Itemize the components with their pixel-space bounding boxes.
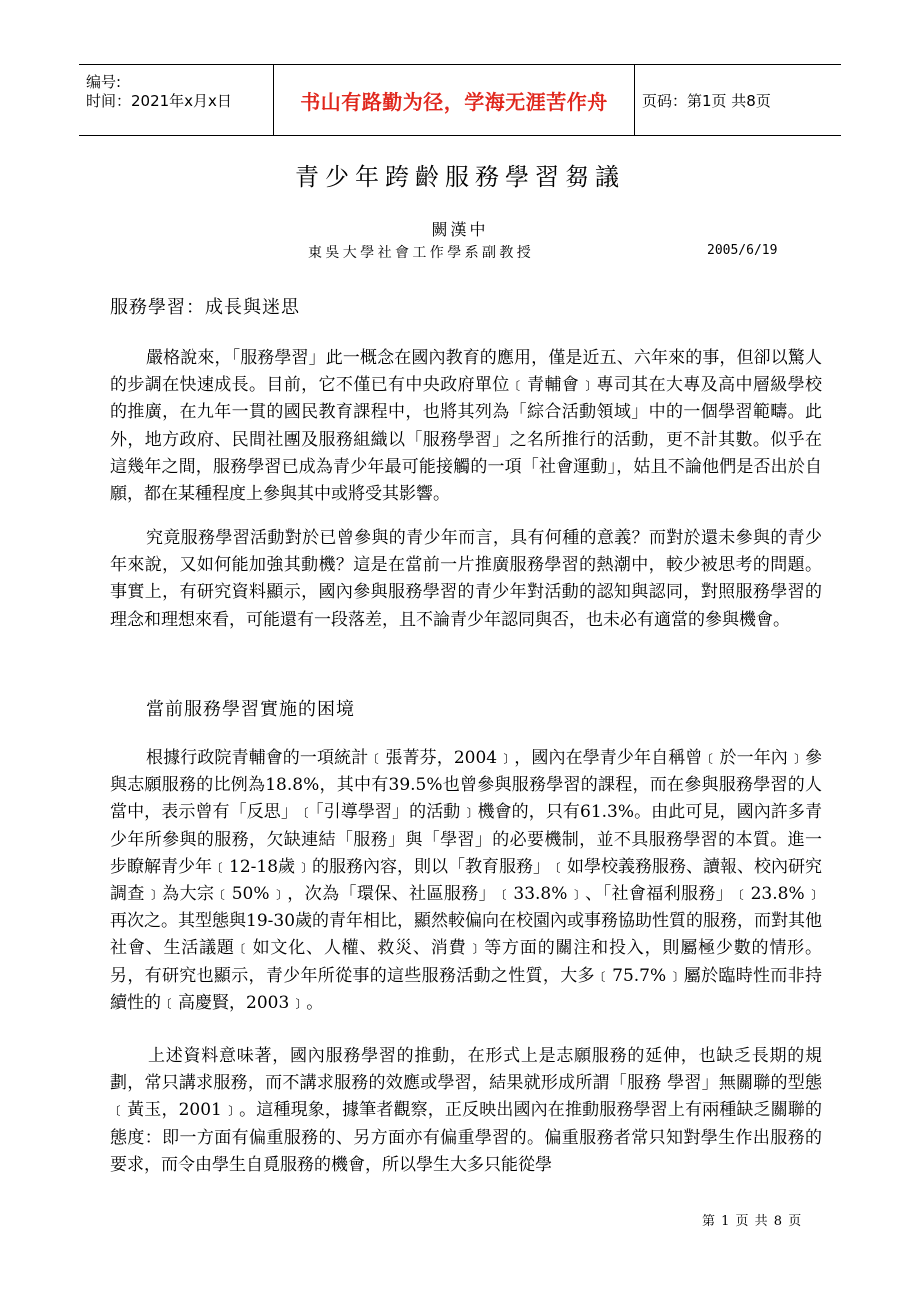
header-left-cell xyxy=(79,65,274,135)
header-table xyxy=(79,64,841,136)
paragraph: 究竟服務學習活動對於已曾參與的青少年而言，具有何種的意義？而對於還未參與的青少年來說，又如何能加強其動機？這是在當前一片推廣服務學習的熱潮中，較少被思考的問題。事實上，有研究資料顯示，國內參與服務學習的青少年對活動的認知與認同，對照服務學習的理念和理想來看，可能還有一段落差，且不論青少年認同與否，也未必有適當的參與機會。 xyxy=(110,528,822,630)
section-heading: 當前服務學習實施的困境 xyxy=(146,699,355,720)
paragraph: 根據行政院青輔會的一項統計﹝張菁芬，2004﹞，國內在學青少年自稱曾﹝於一年內﹞參與志願服務的比例為18.8%，其中有39.5%也曾參與服務學習的課程，而在參與服務學習的人當中，表示曾有「反思」﹝「引導學習」的活動﹞機會的，只有61.3%。由此可見，國內許多青少年所參與的服務，欠缺連結「服務」與「學習」的必要機制，並不具服務學習的本質。進一步瞭解青少年﹝12-18歲﹞的服務內容，則以「教育服務」﹝如學校義務服務、讀報、校內研究調查﹞為大宗﹝50%﹞，次為「環保、社區服務」﹝33.8%﹞、「社會福利服務」﹝23.8%﹞再次之。其型態與19-30歲的青年相比，顯然較偏向在校園內或事務協助性質的服務，而對其他社會、生活議題﹝如文化、人權、救災、消費﹞等方面的關注和投入，則屬極少數的情形。另，有研究也顯示，青少年所從事的這些服務活動之性質，大多﹝75.7%﹞屬於臨時性而非持續性的﹝高慶賢，2003﹞。 xyxy=(110,748,823,1013)
document-date: 2005/6/19 xyxy=(707,243,778,258)
paragraph: 嚴格說來，「服務學習」此一概念在國內教育的應用，僅是近五、六年來的事，但卻以驚人的步調在快速成長。目前，它不僅已有中央政府單位﹝青輔會﹞專司其在大專及高中層級學校的推廣，在九年一貫的國民教育課程中，也將其列為「綜合活動領域」中的一個學習範疇。此外，地方政府、民間社團及服務組織以「服務學習」之名所推行的活動，更不計其數。似乎在這幾年之間，服務學習已成為青少年最可能接觸的一項「社會運動」，姑且不論他們是否出於自願，都在某種程度上參與其中或將受其影響。 xyxy=(110,348,822,505)
page-footer: 第 1 页 共 8 页 xyxy=(702,1214,803,1229)
paragraph: 上述資料意味著，國內服務學習的推動，在形式上是志願服務的延伸，也缺乏長期的規劃，常只講求服務，而不講求服務的效應或學習，結果就形成所謂「服務 學習」無關聯的型態﹝黃玉，2001﹞。這種現象，據筆者觀察，正反映出國內在推動服務學習上有兩種缺乏關聯的態度：即一方面有偏重服務的、另方面亦有偏重學習的。偏重服務者常只知對學生作出服務的要求，而令由學生自覓服務的機會，所以學生大多只能從學 xyxy=(110,1046,822,1175)
header-page-info: 页码：第1页 共8页 xyxy=(642,91,771,110)
author-name: 闕漢中 xyxy=(431,220,489,239)
author-affiliation: 東吳大學社會工作學系副教授 xyxy=(308,245,535,261)
section-heading: 服務學習：成長與迷思 xyxy=(110,297,300,318)
document-title: 青少年跨齡服務學習芻議 xyxy=(295,163,625,191)
header-motto: 书山有路勤为径，学海无涯苦作舟 xyxy=(274,65,635,135)
number-label: 编号: xyxy=(86,73,122,91)
date-label: 时间：2021年x月x日 xyxy=(86,92,232,110)
